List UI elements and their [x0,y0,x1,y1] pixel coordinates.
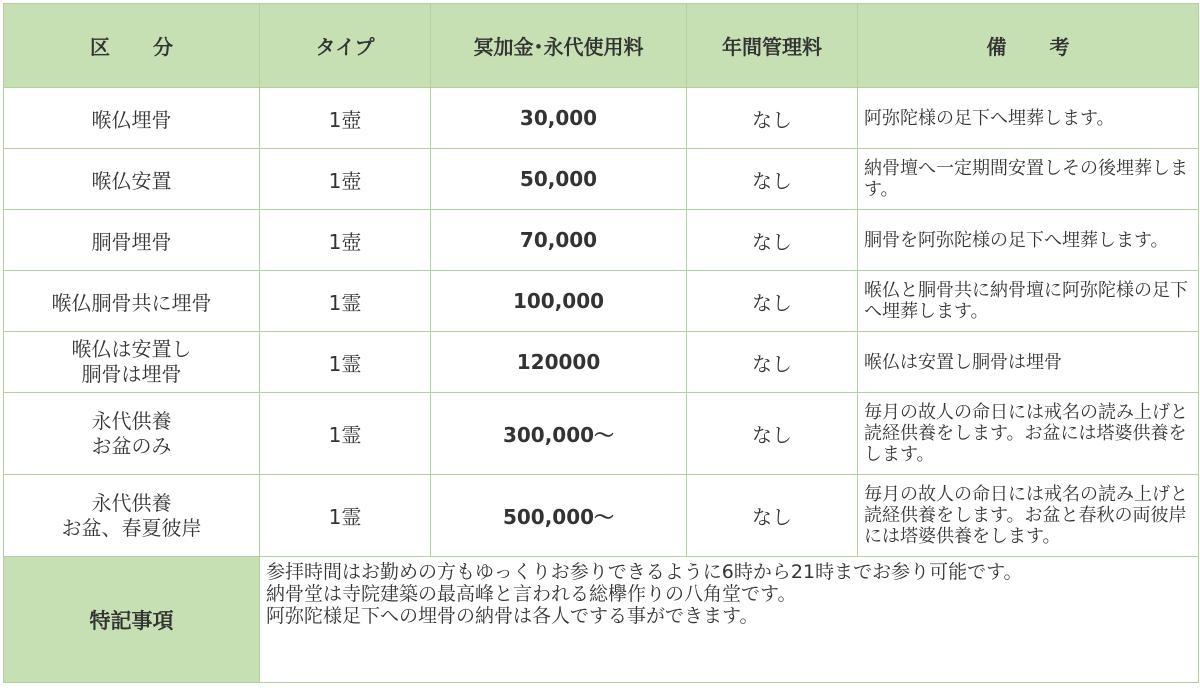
annual-fee-cell: なし [687,271,858,332]
table-row [4,332,1199,393]
category-line-2: お盆のみ [91,433,172,458]
fee-cell: 70,000 [431,210,687,271]
category-line-2: 胴骨は埋骨 [81,362,182,386]
category-line-1: 喉仏は安置し [71,337,192,361]
annual-fee-cell: なし [687,332,858,393]
header-annual-fee: 年間管理料 [687,4,858,88]
remarks-cell: 胴骨を阿弥陀様の足下へ埋葬します。 [858,210,1199,271]
type-cell: 1霊 [260,475,431,557]
remarks-cell: 喉仏と胴骨共に納骨壇に阿弥陀様の足下へ埋葬します。 [858,271,1199,332]
category-cell: 喉仏胴骨共に埋骨 [4,271,260,332]
annual-fee-cell: なし [687,210,858,271]
remarks-cell: 阿弥陀様の足下へ埋葬します。 [858,88,1199,149]
type-cell: 1霊 [260,271,431,332]
header-fee: 冥加金･永代使用料 [431,4,687,88]
table-row [4,393,1199,475]
category-line-1: 永代供養 [91,490,172,515]
fee-cell: 300,000～ [431,393,687,475]
table-row [4,149,1199,210]
fee-cell: 120000 [431,332,687,393]
table-row [4,271,1199,332]
category-cell: 胴骨埋骨 [4,210,260,271]
category-cell [4,332,260,393]
fee-table [3,3,1199,683]
category-cell: 喉仏埋骨 [4,88,260,149]
special-note-line: 参拝時間はお勤めの方もゆっくりお参りできるように6時から21時までお参り可能です。 [266,561,1023,583]
fee-cell: 30,000 [431,88,687,149]
header-type: タイプ [260,4,431,88]
table-row [4,475,1199,557]
type-cell: 1霊 [260,393,431,475]
header-category: 区 分 [4,4,260,88]
special-notes-row [4,557,1199,683]
remarks-cell: 納骨壇へ一定期間安置しその後埋葬します。 [858,149,1199,210]
remarks-cell: 毎月の故人の命日には戒名の読み上げと読経供養をします。お盆と春秋の両彼岸には塔婆供養をします。 [858,475,1199,557]
special-note-line: 納骨堂は寺院建築の最高峰と言われる総欅作りの八角堂です。 [266,583,797,605]
remarks-cell: 喉仏は安置し胴骨は埋骨 [858,332,1199,393]
remarks-cell: 毎月の故人の命日には戒名の読み上げと読経供養をします。お盆には塔婆供養をします。 [858,393,1199,475]
category-cell [4,393,260,475]
annual-fee-cell: なし [687,88,858,149]
type-cell: 1霊 [260,332,431,393]
table-row [4,88,1199,149]
category-cell: 喉仏安置 [4,149,260,210]
annual-fee-cell: なし [687,149,858,210]
type-cell: 1壺 [260,210,431,271]
fee-cell: 100,000 [431,271,687,332]
type-cell: 1壺 [260,88,431,149]
table-row [4,210,1199,271]
category-line-1: 永代供養 [91,408,172,433]
header-remarks: 備 考 [858,4,1199,88]
special-note-line: 阿弥陀様足下への埋骨の納骨は各人でする事ができます。 [266,605,759,627]
header-row [4,4,1199,88]
special-notes-content [260,557,1199,683]
category-cell [4,475,260,557]
fee-cell: 50,000 [431,149,687,210]
annual-fee-cell: なし [687,475,858,557]
annual-fee-cell: なし [687,393,858,475]
category-line-2: お盆、春夏彼岸 [61,515,202,540]
special-notes-label: 特記事項 [4,557,260,683]
type-cell: 1壺 [260,149,431,210]
fee-cell: 500,000～ [431,475,687,557]
